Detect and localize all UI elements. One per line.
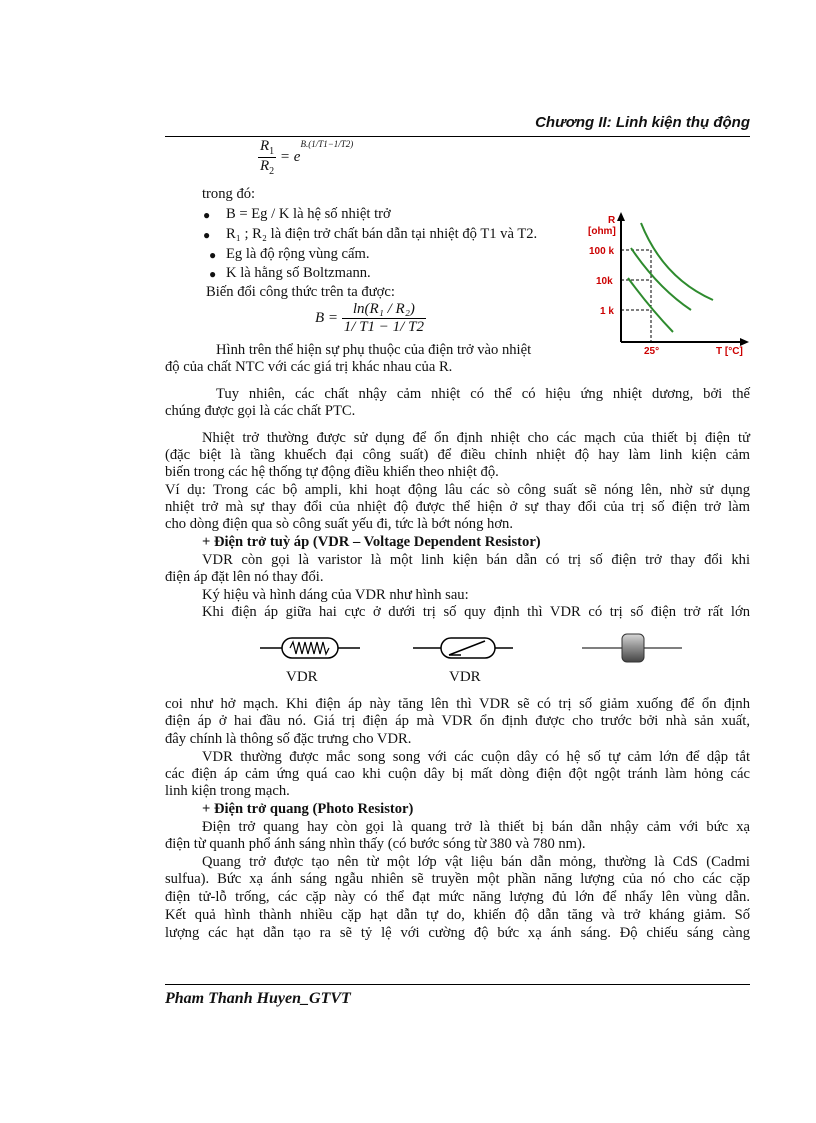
chapter-title: Chương II: Linh kiện thụ động <box>535 114 750 131</box>
vdr-component-image <box>582 630 682 666</box>
intro-text: trong đó: <box>202 186 256 202</box>
y-axis-unit: [ohm] <box>588 226 616 237</box>
paragraph-line: điện từ quanh phổ ánh sáng nhìn thấy (có bước sóng từ 380 và 780 nm). <box>165 836 586 852</box>
vdr-symbol-diagonal <box>413 630 513 666</box>
bullet-dot: ● <box>209 267 217 281</box>
paragraph-line: Ví dụ: Trong các bộ ampli, khi hoạt động lâu các sò công suất sẽ nóng lên, nhờ sử dụng <box>165 482 750 498</box>
bullet-item: K là hằng số Boltzmann. <box>226 265 371 281</box>
paragraph-line: sulfua). Bức xạ ánh sáng ngẫu nhiên sẽ truyền một phần năng lượng của nó cho các cặp <box>165 871 750 887</box>
x-axis-arrow <box>740 338 749 346</box>
paragraph-line: VDR còn gọi là varistor là một linh kiện bán dẫn có trị số điện trở thay đổi khi <box>202 552 750 568</box>
paragraph-line: điện áp đặt lên nó thay đổi. <box>165 569 324 585</box>
ntc-curve <box>631 248 691 310</box>
bullet-dot: ● <box>203 208 211 222</box>
section-heading-photo: + Điện trở quang (Photo Resistor) <box>202 801 414 817</box>
paragraph-line: Kết quả hình thành nhiều cặp hạt dẫn tự do, khiến độ dẫn tăng và trở kháng giảm. Số <box>165 907 750 923</box>
footer-author: Pham Thanh Huyen_GTVT <box>165 990 351 1007</box>
paragraph-line: đây chính là thông số đặc trưng cho VDR. <box>165 731 412 747</box>
paragraph-line: độ của chất NTC với các giá trị khác nhau của R. <box>165 359 453 375</box>
y-tick-label: 10k <box>596 276 613 287</box>
paragraph-line: linh kiện trong mạch. <box>165 783 290 799</box>
paragraph-line: Điện trở quang hay còn gọi là quang trở là thiết bị bán dẫn nhậy cảm với bức xạ <box>202 819 750 835</box>
footer-rule <box>165 984 750 985</box>
bullet-item: B = Eg / K là hệ số nhiệt trở <box>226 206 391 222</box>
paragraph-line: lượng các hạt dẫn tạo ra sẽ tỷ lệ với cường độ bức xạ ánh sáng. Độ chiếu sáng càng <box>165 925 750 941</box>
paragraph-line: các điện áp cảm ứng quá cao khi cuộn dây bị mất dòng điện đột ngột tránh làm hỏng các <box>165 766 750 782</box>
vdr-label: VDR <box>449 669 481 685</box>
paragraph-line: coi như hở mạch. Khi điện áp này tăng lên thì VDR sẽ có trị số giảm xuống để ổn định <box>165 696 750 712</box>
paragraph-line: Tuy nhiên, các chất nhậy cảm nhiệt có thể có hiệu ứng nhiệt dương, bởi thế <box>216 386 750 402</box>
x-axis-title: T [°C] <box>716 346 743 357</box>
x-tick-label: 25° <box>644 346 660 357</box>
paragraph-line: Hình trên thể hiện sự phụ thuộc của điện trở vào nhiệt <box>216 342 532 358</box>
paragraph-line: (đặc biệt là tầng khuếch đại công suất) để điều chỉnh nhiệt độ hay làm linh kiện cảm <box>165 447 750 463</box>
transform-text: Biến đổi công thức trên ta được: <box>206 284 395 300</box>
header-rule <box>165 136 750 137</box>
bullet-dot: ● <box>209 248 217 262</box>
y-tick-label: 1 k <box>600 306 614 317</box>
ntc-graph <box>588 208 753 358</box>
y-axis-arrow <box>617 212 625 221</box>
paragraph-line: chúng được gọi là các chất PTC. <box>165 403 356 419</box>
y-axis-title: R <box>608 215 616 226</box>
ntc-curve <box>641 223 713 300</box>
vdr-symbol-coil <box>260 630 360 666</box>
y-tick-label: 100 k <box>589 246 615 257</box>
paragraph-line: Khi điện áp giữa hai cực ở dưới trị số quy định thì VDR có trị số điện trở rất lớn <box>202 604 750 620</box>
paragraph-line: biến trong các hệ thống tự động điều khiển theo nhiệt độ. <box>165 464 499 480</box>
paragraph-line: Ký hiệu và hình dáng của VDR như hình sau: <box>202 587 469 603</box>
vdr-label: VDR <box>286 669 318 685</box>
bullet-dot: ● <box>203 228 211 242</box>
paragraph-line: điện tử-lỗ trống, các cặp này có thể đạt mức năng lượng đủ lớn để nhẩy lên vùng dẫn. <box>165 889 750 905</box>
paragraph-line: Quang trở được tạo nên từ một lớp vật liệu bán dẫn mỏng, thường là CdS (Cadmi <box>202 854 750 870</box>
formula-r1-r2: $\frac{R_1}{R_2}$ = $e^{B.(1/T1-1/T2)}$ <box>260 138 354 177</box>
paragraph-line: cho dòng điện qua sò công suất yếu đi, tức là bớt nóng hơn. <box>165 516 513 532</box>
paragraph-line: Nhiệt trở thường được sử dụng để ổn định nhiệt cho các mạch của thiết bị điện tử <box>202 430 750 446</box>
formula-b: B = $\frac{\text{ln(R₁ / R₂)}}{1/ T1 - 1/ T2}$ <box>315 301 424 335</box>
paragraph-line: VDR thường được mắc song song với các cuộn dây có hệ số tự cảm lớn để dập tắt <box>202 749 750 765</box>
section-heading-vdr: + Điện trở tuỳ áp (VDR – Voltage Dependent Resistor) <box>202 534 541 550</box>
paragraph-line: nhiệt trở mà sự thay đổi của nhiệt độ được thể hiện ở sự thay đổi của trị số điện trở làm <box>165 499 750 515</box>
bullet-item: R₁ ; R₂ là điện trở chất bán dẫn tại nhiệt độ T1 và T2. <box>226 226 538 242</box>
paragraph-line: điện áp ở hai đầu nó. Giá trị điện áp mà VDR ổn định được cho trước bởi nhà sản xuất, <box>165 713 750 729</box>
bullet-item: Eg là độ rộng vùng cấm. <box>226 246 370 262</box>
